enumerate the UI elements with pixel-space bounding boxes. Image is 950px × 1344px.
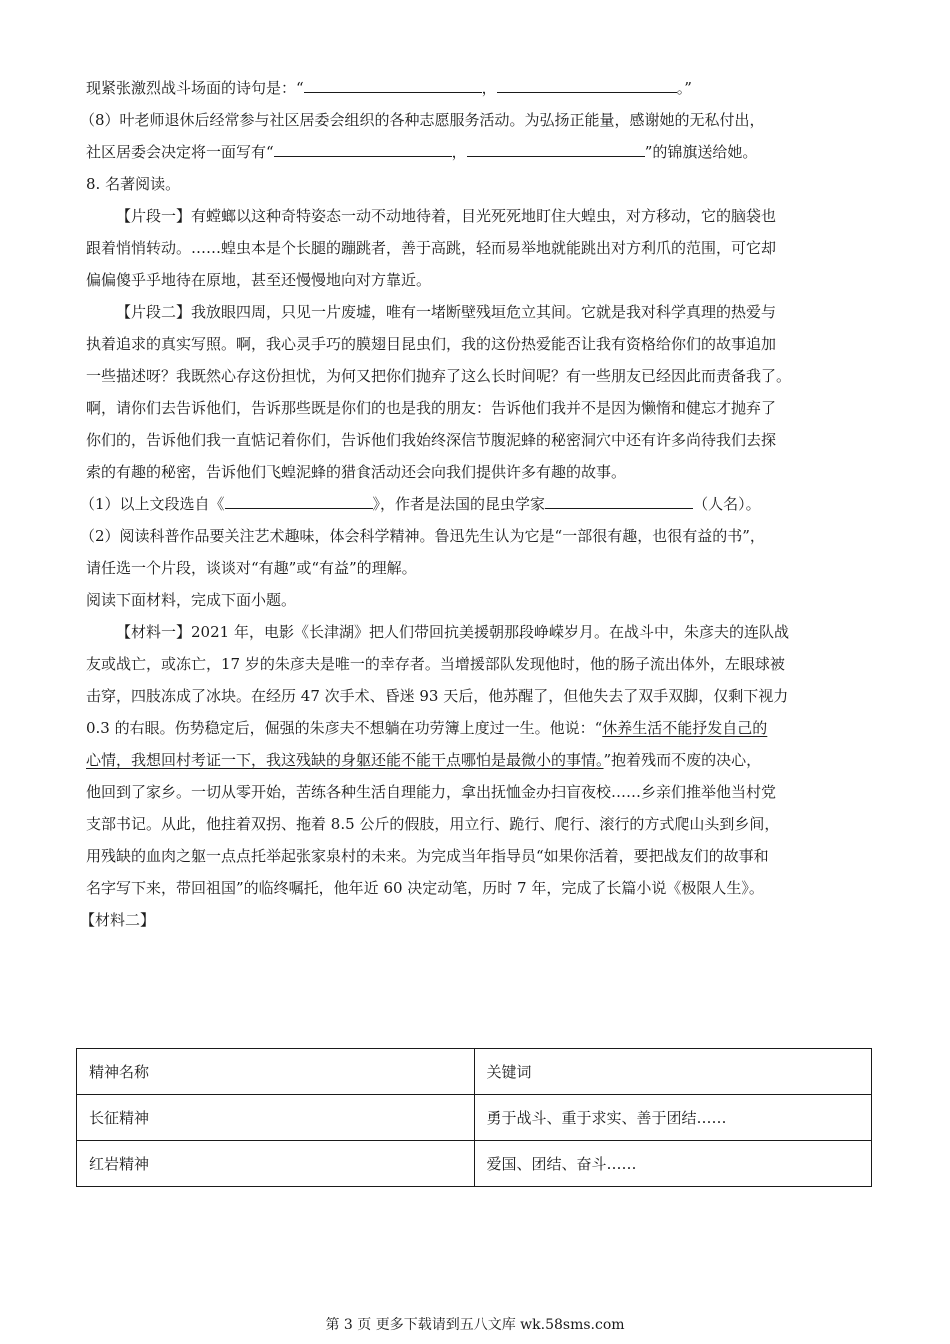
banner-blank-2[interactable] bbox=[467, 138, 645, 157]
author-name-blank[interactable] bbox=[545, 490, 693, 509]
fragment-line: 偏偏傻乎乎地待在原地，甚至还慢慢地向对方靠近。 bbox=[86, 271, 432, 289]
q8-sub2-line1: （2）阅读科普作品要关注艺术趣味，体会科学精神。鲁迅先生认为它是“一部很有趣，也很有益的书”， bbox=[80, 527, 765, 545]
page-footer: 第 3 页 更多下载请到五八文库 wk.58sms.com bbox=[325, 1317, 625, 1333]
table-cell: 勇于战斗、重于求实、善于团结…… bbox=[474, 1095, 872, 1141]
material-line: 他回到了家乡。一切从零开始，苦练各种生活自理能力，拿出抚恤金办扫盲夜校……乡亲们推举他当村党 bbox=[86, 783, 777, 801]
fragment-line: 【片段一】有螳螂以这种奇特姿态一动不动地待着，目光死死地盯住大蝗虫，对方移动，它的脑袋也 bbox=[116, 207, 777, 225]
table-cell: 爱国、团结、奋斗…… bbox=[474, 1141, 872, 1187]
q7-8-line1: （8）叶老师退休后经常参与社区居委会组织的各种志愿服务活动。为弘扬正能量，感谢她的无私付出， bbox=[80, 111, 765, 129]
fragment-line: 一些描述呀？我既然心存这份担忧，为何又把你们抛弃了这么长时间呢？有一些朋友已经因此而责备我了。 bbox=[86, 367, 792, 385]
q8-sub1: （1）以上文段选自《 》，作者是法国的昆虫学家 （人名）。 bbox=[80, 488, 876, 520]
fragment-line: 索的有趣的秘密，告诉他们飞蝗泥蜂的猎食活动还会向我们提供许多有趣的故事。 bbox=[86, 463, 627, 481]
material-line: 击穿，四肢冻成了冰块。在经历 47 次手术、昏迷 93 天后，他苏醒了，但他失去了双手双脚，仅剩下视力 bbox=[86, 687, 789, 705]
book-title-blank[interactable] bbox=[225, 490, 373, 509]
table-header-cell: 关键词 bbox=[474, 1049, 872, 1095]
q8-sub2-line2: 请任选一个片段，谈谈对“有趣”或“有益”的理解。 bbox=[86, 559, 417, 577]
answer-blank[interactable] bbox=[497, 74, 677, 93]
material-intro: 阅读下面材料，完成下面小题。 bbox=[86, 591, 297, 609]
material-line: 名字写下来，带回祖国”的临终嘱托，他年近 60 决定动笔，历时 7 年，完成了长篇小说《极限人生》。 bbox=[86, 879, 764, 897]
table-row bbox=[77, 1095, 872, 1141]
material-two-title: 【材料二】 bbox=[80, 911, 156, 929]
material-line: 支部书记。从此，他拄着双拐、拖着 8.5 公斤的假肢，用立行、跪行、爬行、滚行的方式爬山头到乡间， bbox=[86, 815, 780, 833]
material-line: 【材料一】2021 年，电影《长津湖》把人们带回抗美援朝那段峥嵘岁月。在战斗中，朱彦夫的连队战 bbox=[116, 623, 789, 641]
fragment-two bbox=[86, 296, 876, 488]
fragment-line: 啊，请你们去告诉他们，告诉那些既是你们的也是我的朋友：告诉他们我并不是因为懒惰和健忘才抛弃了 bbox=[86, 399, 777, 417]
q8-title: 8. 名著阅读。 bbox=[86, 175, 181, 193]
fragment-line: 你们的，告诉他们我一直惦记着你们，告诉他们我始终深信节腹泥蜂的秘密洞穴中还有许多尚待我们去探 bbox=[86, 431, 777, 449]
underlined-quote: 休养生活不能抒发自己的 bbox=[602, 719, 768, 737]
q7-poem-line: 现紧张激烈战斗场面的诗句是：“ ， 。” bbox=[86, 72, 876, 104]
underlined-quote: 心情，我想回村考证一下，我这残缺的身躯还能不能干点哪怕是最微小的事情。 bbox=[86, 751, 604, 769]
document-page bbox=[80, 72, 876, 936]
spirit-table bbox=[76, 1048, 872, 1187]
material-line: 0.3 的右眼。伤势稳定后，倔强的朱彦夫不想躺在功劳簿上度过一生。他说：“休养生活不能抒发自己的 bbox=[86, 719, 768, 737]
answer-blank[interactable] bbox=[304, 74, 482, 93]
material-one bbox=[86, 616, 876, 904]
fragment-line: 执着追求的真实写照。啊，我心灵手巧的膜翅目昆虫们，我的这份热爱能否让我有资格给你们的故事追加 bbox=[86, 335, 777, 353]
table-cell: 红岩精神 bbox=[77, 1141, 475, 1187]
table-header-cell: 精神名称 bbox=[77, 1049, 475, 1095]
material-line: 心情，我想回村考证一下，我这残缺的身躯还能不能干点哪怕是最微小的事情。”抱着残而不废的决心， bbox=[86, 751, 762, 769]
table-cell: 长征精神 bbox=[77, 1095, 475, 1141]
fragment-one bbox=[86, 200, 876, 296]
table-row bbox=[77, 1141, 872, 1187]
material-line: 友或战亡，或冻亡，17 岁的朱彦夫是唯一的幸存者。当增援部队发现他时，他的肠子流出体外，左眼球被 bbox=[86, 655, 785, 673]
fragment-line: 【片段二】我放眼四周，只见一片废墟，唯有一堵断壁残垣危立其间。它就是我对科学真理的热爱与 bbox=[116, 303, 777, 321]
fragment-line: 跟着悄悄转动。……蝗虫本是个长腿的蹦跳者，善于高跳，轻而易举地就能跳出对方利爪的范围，可它却 bbox=[86, 239, 777, 257]
q7-8-line2: 社区居委会决定将一面写有“ ， ”的锦旗送给她。 bbox=[86, 136, 876, 168]
material-line: 用残缺的血肉之躯一点点托举起张家泉村的未来。为完成当年指导员“如果你活着，要把战友们的故事和 bbox=[86, 847, 769, 865]
banner-blank-1[interactable] bbox=[274, 138, 452, 157]
table-header-row bbox=[77, 1049, 872, 1095]
